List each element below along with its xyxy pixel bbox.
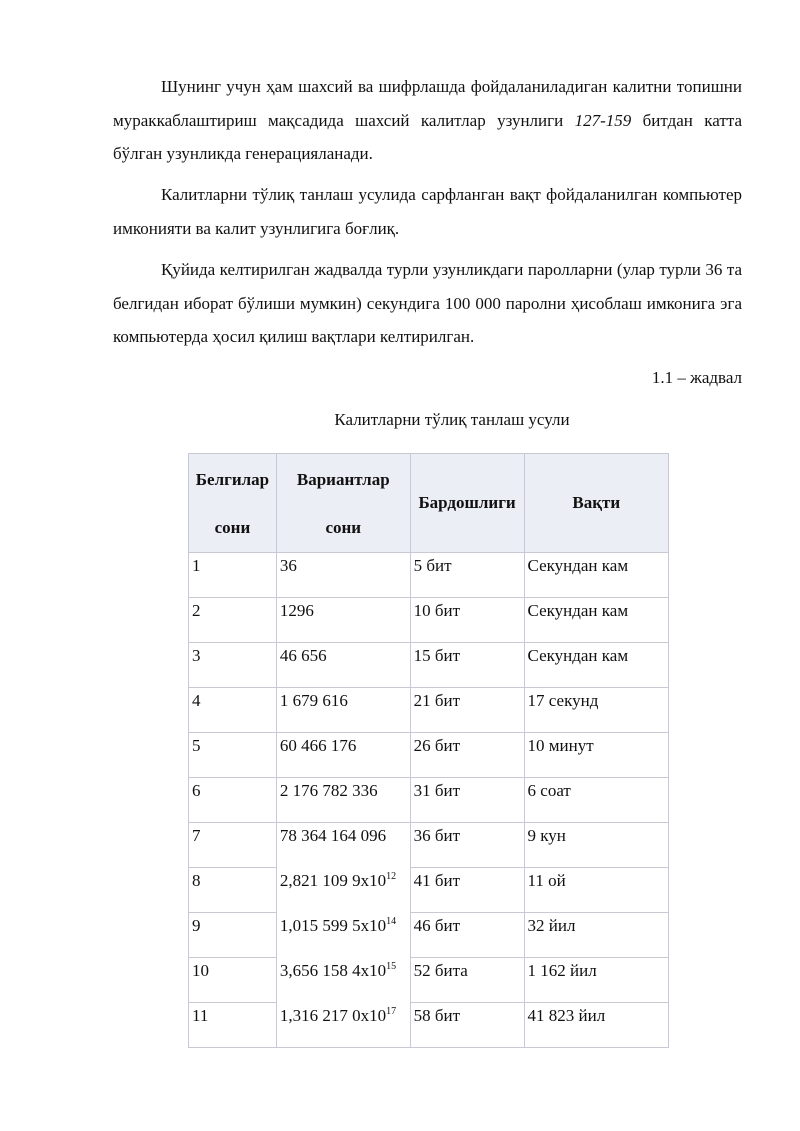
cell-time: 9 кун [524, 823, 668, 868]
cell-chars: 2 [189, 598, 277, 643]
header-text: сони [325, 518, 362, 537]
cell-strength: 58 бит [410, 1003, 524, 1048]
cell-chars: 3 [189, 643, 277, 688]
variants-value: 3,656 158 4x10 [279, 960, 387, 980]
table-row [189, 553, 669, 598]
cell-chars: 6 [189, 778, 277, 823]
key-length-range: 127-159 [574, 110, 632, 130]
variants-value: 1,015 599 5x10 [279, 915, 387, 935]
cell-strength: 41 бит [410, 868, 524, 913]
cell-chars: 7 [189, 823, 277, 868]
table-body [189, 553, 669, 1048]
cell-chars: 8 [189, 868, 277, 913]
cell-time: 17 секунд [524, 688, 668, 733]
variants-value: 2 176 782 336 [279, 781, 378, 800]
cell-variants [276, 1003, 410, 1048]
cell-chars: 1 [189, 553, 277, 598]
cell-time: Секундан кам [524, 643, 668, 688]
paragraph-text: Калитларни тўлиқ танлаш усулида сарфланган вақт фойдаланилган компьютер имконияти ва калит узунлигига боғлиқ. [113, 185, 742, 238]
cell-variants [276, 778, 410, 823]
cell-time: 32 йил [524, 913, 668, 958]
header-chars-count [189, 454, 277, 553]
variants-value: 2,821 109 9x10 [279, 870, 387, 890]
cell-variants [276, 688, 410, 733]
cell-variants [276, 868, 410, 913]
paragraph-table-intro [113, 253, 742, 354]
header-text: сони [214, 518, 251, 537]
cell-variants [276, 823, 410, 868]
exponent: 17 [386, 1005, 397, 1017]
table-number: 1.1 – жадвал [651, 368, 742, 387]
table-row [189, 958, 669, 1003]
cell-strength: 10 бит [410, 598, 524, 643]
cell-time: 6 соат [524, 778, 668, 823]
cell-strength: 26 бит [410, 733, 524, 778]
variants-value: 46 656 [279, 646, 327, 665]
paragraph-text: Шунинг учун ҳам шахсий ва шифрлашда фойдаланиладиган калитни топишни мураккаблаштириш мақсадида шахсий калитлар узунлиги [113, 77, 742, 130]
table-row [189, 823, 669, 868]
cell-time: 1 162 йил [524, 958, 668, 1003]
cell-strength: 46 бит [410, 913, 524, 958]
header-time: Вақти [524, 454, 668, 553]
brute-force-table [188, 453, 669, 1048]
cell-variants [276, 553, 410, 598]
cell-strength: 21 бит [410, 688, 524, 733]
cell-time: 10 минут [524, 733, 668, 778]
cell-strength: 52 бита [410, 958, 524, 1003]
cell-variants [276, 598, 410, 643]
cell-time: 41 823 йил [524, 1003, 668, 1048]
cell-variants [276, 958, 410, 1003]
table-title: Калитларни тўлиқ танлаш усули [334, 410, 570, 429]
cell-variants [276, 643, 410, 688]
header-text: Белгилар [195, 470, 270, 489]
exponent: 14 [386, 915, 397, 927]
header-variants-count [276, 454, 410, 553]
cell-time: Секундан кам [524, 553, 668, 598]
variants-value: 1 679 616 [279, 691, 348, 710]
cell-strength: 36 бит [410, 823, 524, 868]
table-row [189, 598, 669, 643]
paragraph-key-length [113, 70, 742, 171]
exponent: 12 [386, 870, 397, 882]
paragraph-text: Қуйида келтирилган жадвалда турли узунликдаги паролларни (улар турли 36 та белгидан иборат бўлиши мумкин) секундига 100 000 паролни ҳисоблаш имконига эга компьютерда ҳосил қилиш вақтлари келтирилган. [113, 260, 742, 346]
table-row [189, 913, 669, 958]
variants-value: 60 466 176 [279, 736, 357, 755]
table-row [189, 868, 669, 913]
cell-variants [276, 913, 410, 958]
cell-chars: 10 [189, 958, 277, 1003]
variants-value: 78 364 164 096 [279, 826, 387, 845]
cell-chars: 11 [189, 1003, 277, 1048]
paragraph-text: битдан катта бўлган узунликда генерацияланади. [113, 110, 742, 163]
cell-time: 11 ой [524, 868, 668, 913]
table-row [189, 733, 669, 778]
table-row [189, 778, 669, 823]
variants-value: 1296 [279, 601, 314, 620]
cell-variants [276, 733, 410, 778]
cell-chars: 9 [189, 913, 277, 958]
table-row [189, 643, 669, 688]
cell-time: Секундан кам [524, 598, 668, 643]
variants-value: 1,316 217 0x10 [279, 1005, 387, 1025]
cell-chars: 4 [189, 688, 277, 733]
paragraph-brute-force-time [113, 178, 742, 245]
cell-chars: 5 [189, 733, 277, 778]
header-strength: Бардошлиги [410, 454, 524, 553]
table-row [189, 688, 669, 733]
cell-strength: 5 бит [410, 553, 524, 598]
table-row [189, 1003, 669, 1048]
exponent: 15 [386, 960, 397, 972]
table-header-row [189, 454, 669, 553]
cell-strength: 31 бит [410, 778, 524, 823]
header-text: Вариантлар [296, 470, 390, 489]
cell-strength: 15 бит [410, 643, 524, 688]
variants-value: 36 [279, 556, 297, 575]
